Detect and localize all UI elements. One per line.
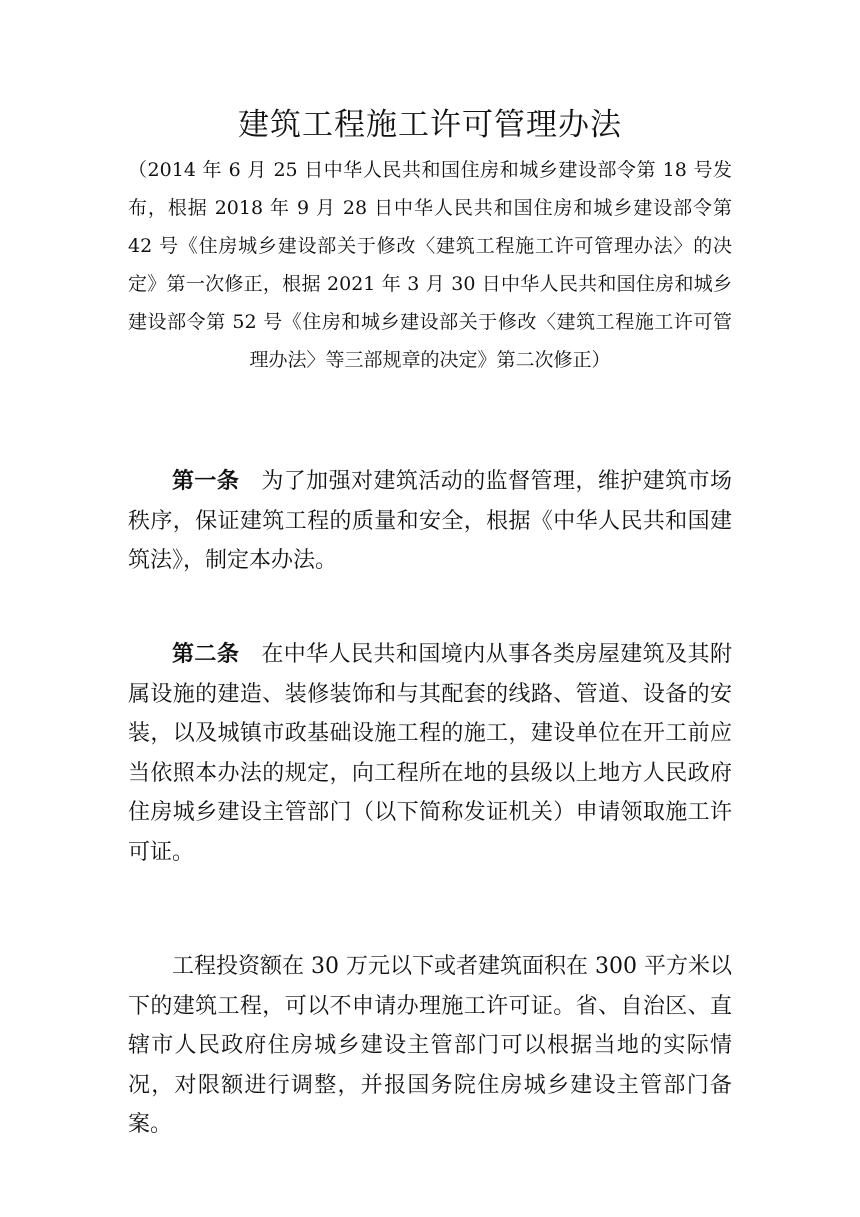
article-2-heading: 第二条	[172, 641, 240, 667]
document-subtitle: （2014 年 6 月 25 日中华人民共和国住房和城乡建设部令第 18 号发布，根据 2018 年 9 月 28 日中华人民共和国住房和城乡建设部令第 42 号《住房城乡建设部关于修改〈建筑工程施工许可管理办法〉的决定》第一次修正，根据 2021 年 3 月 30 日中华人民共和国住房和城乡建设部令第 52 号《住房和城乡建设部关于修改〈建筑工程施工许可管理办法〉等三部规章的决定》第二次修正）	[128, 159, 732, 371]
article-1-text: 为了加强对建筑活动的监督管理，维护建筑市场秩序，保证建筑工程的质量和安全，根据《中华人民共和国建筑法》，制定本办法。	[128, 469, 732, 574]
article-2-text: 在中华人民共和国境内从事各类房屋建筑及其附属设施的建造、装修装饰和与其配套的线路、管道、设备的安装，以及城镇市政基础设施工程的施工，建设单位在开工前应当依照本办法的规定，向工程所在地的县级以上地方人民政府住房城乡建设主管部门（以下简称发证机关）申请领取施工许可证。	[128, 642, 732, 865]
article-2-paragraph-2: 工程投资额在 30 万元以下或者建筑面积在 300 平方米以下的建筑工程，可以不申请办理施工许可证。省、自治区、直辖市人民政府住房城乡建设主管部门可以根据当地的实际情况，对限额进行调整，并报国务院住房城乡建设主管部门备案。	[128, 954, 732, 1138]
article-2	[128, 635, 732, 873]
article-1	[128, 462, 732, 581]
article-1-heading: 第一条	[172, 468, 240, 494]
document-title: 建筑工程施工许可管理办法	[238, 107, 622, 143]
